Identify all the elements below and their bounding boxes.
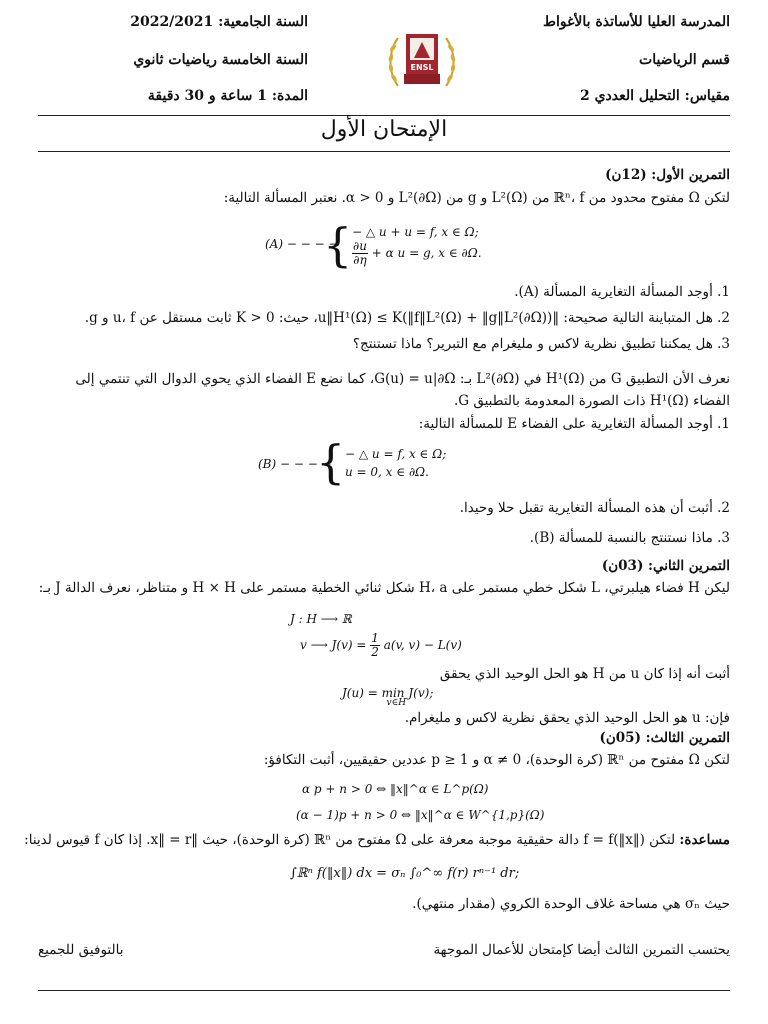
footer-note: يحتسب التمرين الثالث أيضا كإمتحان للأعمال الموجهة: [433, 942, 730, 958]
integral-formula: ∫ℝⁿ f(‖x‖) dx = σₙ ∫₀^∞ f(r) rⁿ⁻¹ dr;: [290, 866, 520, 881]
school-name: المدرسة العليا للأساتذة بالأغواط: [543, 14, 730, 30]
exercise-1-p3: 3. ماذا نستنتج بالنسبة للمسألة (B).: [529, 530, 730, 546]
study-level: السنة الخامسة رياضيات ثانوي: [133, 52, 308, 68]
header-divider: [38, 115, 730, 116]
exercise-3-intro: لتكن Ω مفتوح من ℝⁿ (كرة الوحدة)، α ≠ 0 و p ≥ 1 عددين حقيقيين، أثبت التكافؤ:: [263, 752, 730, 768]
exercise-2-intro: ليكن H فضاء هيلبرتي، L شكل خطي مستمر على H، a شكل ثنائي الخطية مستمر على H × H و متناظر، نعرف الدالة J بـ:: [38, 580, 730, 596]
title-divider: [38, 151, 730, 152]
school-logo: [384, 24, 460, 100]
system-a-eq2: $\frac{\partial u}{\partial\eta}$ + α u = g, x ∈ ∂Ω.: [353, 239, 482, 267]
exercise-1-p1: 1. أوجد المسألة التغايرية على الفضاء E للمسألة التالية:: [418, 416, 730, 432]
functional-map-line1: J : H ⟶ ℝ: [290, 612, 352, 626]
system-b-eq2: u = 0, x ∈ ∂Ω.: [345, 465, 429, 479]
footer-wish: بالتوفيق للجميع: [38, 942, 124, 958]
system-b-label: (B) − − − −: [258, 457, 332, 471]
exercise-2-prove: أثبت أنه إذا كان u من H هو الحل الوحيد الذي يحقق: [439, 666, 730, 682]
exercise-1-heading: التمرين الأول: (12ن): [605, 167, 730, 183]
equivalence-2: (α − 1)p + n > 0 ⇔ ‖x‖^α ∈ W^{1,p}(Ω): [296, 808, 545, 822]
footer-divider: [38, 990, 730, 991]
exam-duration: المدة: 1 ساعة و 30 دقيقة: [147, 88, 308, 104]
exam-title: الإمتحان الأول: [320, 117, 448, 142]
exercise-1-p2: 2. أثبت أن هذه المسألة التغايرية تقبل حلا وحيدا.: [459, 500, 730, 516]
exercise-3-help: مساعدة: لتكن f = f(‖x‖) دالة حقيقية موجبة معرفة على Ω مفتوح من ℝⁿ (كرة الوحدة)، حيث ‖x‖ = r. إذا كان f قيوس لدينا:: [24, 832, 730, 848]
module-name: مقياس: التحليل العددي 2: [579, 88, 730, 104]
exercise-1-intro: لتكن Ω مفتوح محدود من ℝⁿ، f من L²(Ω) و g من L²(∂Ω) و α > 0. نعتبر المسألة التالية:: [223, 190, 730, 206]
academic-year: السنة الجامعية: 2022/2021: [130, 14, 308, 30]
system-b-eq1: − △ u = f, x ∈ Ω;: [345, 447, 447, 461]
system-a-label: (A) − − − −: [265, 237, 339, 251]
exercise-1-q1: 1. أوجد المسألة التغايرية المسألة (A).: [514, 284, 730, 300]
exercise-2-conclusion: فإن: u هو الحل الوحيد الذي يحقق نظرية لاكس و مليغرام.: [404, 710, 730, 726]
logo-text: ENSL: [410, 63, 434, 72]
minimization-formula: J(u) = min v∈H J(v);: [342, 686, 434, 708]
exercise-1-definition: نعرف الأن التطبيق G من H¹(Ω) في L²(∂Ω) بـ: G(u) = u|∂Ω، كما نضع E الفضاء الذي يحوي الدوال التي تنتمي إلى الفضاء H¹(Ω) ذات الصورة المعدومة بالتطبيق G.: [75, 371, 730, 409]
laurel-emblem-icon: [384, 24, 460, 100]
system-a-eq1: − △ u + u = f, x ∈ Ω;: [352, 225, 479, 239]
equivalence-1: α p + n > 0 ⇔ ‖x‖^α ∈ L^p(Ω): [302, 782, 489, 796]
exercise-2-heading: التمرين الثاني: (03ن): [601, 558, 730, 574]
exercise-3-heading: التمرين الثالث: (05ن): [599, 730, 730, 746]
exercise-3-where: حيث σₙ هي مساحة غلاف الوحدة الكروي (مقدار منتهي).: [412, 896, 730, 912]
functional-map-line2: v ⟶ J(v) = $\frac{1}{2}$ a(v, v) − L(v): [300, 631, 462, 659]
exercise-1-q3: 3. هل يمكننا تطبيق نظرية لاكس و مليغرام مع التبرير؟ ماذا تستنتج؟: [352, 336, 730, 352]
help-label: مساعدة:: [679, 832, 730, 848]
exercise-1-q2: 2. هل المتباينة التالية صحيحة: ‖u‖H¹(Ω) ≤ K(‖f‖L²(Ω) + ‖g‖L²(∂Ω))، حيث: K > 0 ثابت مستقل عن u، f و g.: [84, 310, 730, 326]
department-name: قسم الرياضيات: [639, 52, 730, 68]
